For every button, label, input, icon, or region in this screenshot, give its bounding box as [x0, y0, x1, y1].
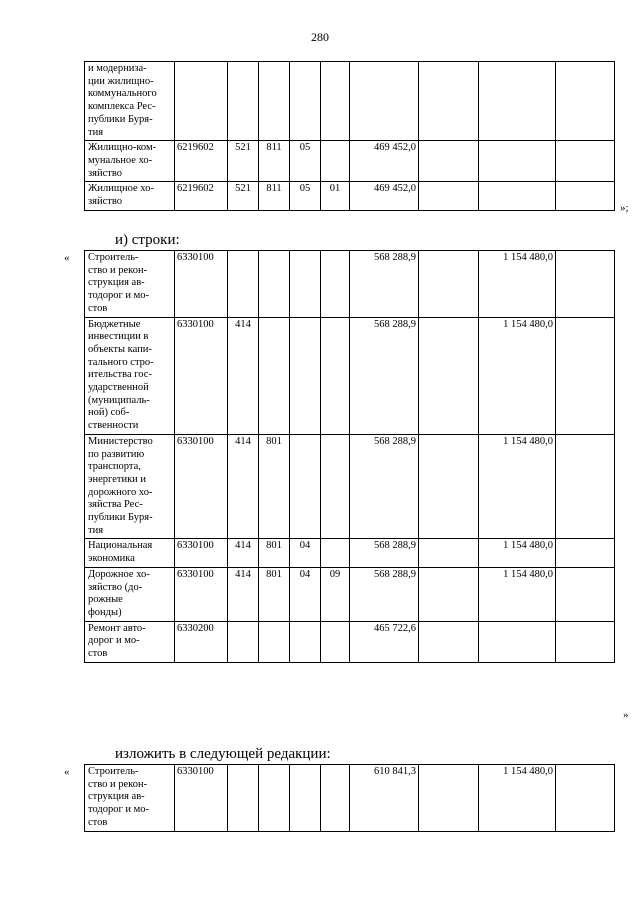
cell-amount-4 — [556, 434, 615, 539]
cell-amount-1 — [350, 62, 419, 141]
budget-table-top — [84, 61, 615, 211]
cell-subsection — [321, 539, 350, 567]
cell-section: 05 — [290, 141, 321, 182]
cell-amount-4 — [556, 317, 615, 434]
closing-quote: » — [623, 709, 629, 721]
cell-amount-1: 469 452,0 — [350, 141, 419, 182]
cell-name: Строитель- ство и рекон- струкция ав- тодорог и мо- стов — [85, 251, 175, 318]
cell-name: Министерство по развитию транспорта, энергетики и дорожного хо- зяйства Рес- публики Буря- тия — [85, 434, 175, 539]
cell-name: Жилищно-ком- мунальное хо- зяйство — [85, 141, 175, 182]
cell-amount-3: 1 154 480,0 — [479, 434, 556, 539]
cell-section — [290, 62, 321, 141]
table-row — [85, 182, 615, 210]
cell-department — [259, 251, 290, 318]
cell-department — [259, 765, 290, 832]
cell-section — [290, 621, 321, 662]
cell-expense-type: 414 — [228, 539, 259, 567]
cell-amount-3: 1 154 480,0 — [479, 567, 556, 621]
cell-section: 04 — [290, 567, 321, 621]
budget-table-new-rows — [84, 764, 615, 832]
cell-section — [290, 765, 321, 832]
cell-department: 811 — [259, 182, 290, 210]
cell-name: Жилищное хо- зяйство — [85, 182, 175, 210]
cell-amount-4 — [556, 621, 615, 662]
cell-department: 801 — [259, 539, 290, 567]
cell-section — [290, 251, 321, 318]
table-row — [85, 765, 615, 832]
cell-amount-2 — [419, 765, 479, 832]
cell-section — [290, 317, 321, 434]
table-row — [85, 434, 615, 539]
cell-department: 801 — [259, 567, 290, 621]
table-row — [85, 251, 615, 318]
cell-name: Бюджетные инвестиции в объекты капи- тального стро- ительства гос- ударственной (муниципаль- ной) соб- ственности — [85, 317, 175, 434]
cell-section — [290, 434, 321, 539]
cell-amount-4 — [556, 62, 615, 141]
cell-name: Ремонт авто- дорог и мо- стов — [85, 621, 175, 662]
cell-department — [259, 621, 290, 662]
table-row — [85, 621, 615, 662]
cell-target-code: 6330100 — [175, 765, 228, 832]
table-row — [85, 539, 615, 567]
cell-amount-2 — [419, 251, 479, 318]
cell-subsection — [321, 251, 350, 318]
budget-table-old-rows — [84, 250, 615, 663]
cell-subsection — [321, 141, 350, 182]
cell-name: и модерниза- ции жилищно- коммунального комплекса Рес- публики Буря- тия — [85, 62, 175, 141]
opening-quote: « — [64, 252, 70, 264]
cell-subsection — [321, 317, 350, 434]
cell-amount-1: 568 288,9 — [350, 317, 419, 434]
cell-subsection — [321, 62, 350, 141]
cell-amount-3: 1 154 480,0 — [479, 765, 556, 832]
cell-amount-2 — [419, 317, 479, 434]
cell-subsection: 09 — [321, 567, 350, 621]
table-row — [85, 567, 615, 621]
cell-amount-1: 568 288,9 — [350, 539, 419, 567]
cell-amount-4 — [556, 539, 615, 567]
cell-target-code: 6330100 — [175, 251, 228, 318]
cell-amount-4 — [556, 251, 615, 318]
cell-subsection: 01 — [321, 182, 350, 210]
opening-quote: « — [64, 766, 70, 778]
section-i-label: и) строки: — [115, 232, 180, 248]
cell-department — [259, 317, 290, 434]
cell-target-code: 6330100 — [175, 317, 228, 434]
cell-amount-2 — [419, 567, 479, 621]
cell-expense-type: 414 — [228, 434, 259, 539]
cell-expense-type: 521 — [228, 141, 259, 182]
cell-subsection — [321, 621, 350, 662]
cell-expense-type — [228, 765, 259, 832]
cell-amount-4 — [556, 567, 615, 621]
cell-amount-3 — [479, 182, 556, 210]
cell-expense-type: 521 — [228, 182, 259, 210]
cell-amount-1: 568 288,9 — [350, 251, 419, 318]
cell-department — [259, 62, 290, 141]
cell-amount-3 — [479, 621, 556, 662]
cell-amount-1: 465 722,6 — [350, 621, 419, 662]
cell-amount-2 — [419, 141, 479, 182]
cell-amount-1: 610 841,3 — [350, 765, 419, 832]
cell-amount-1: 568 288,9 — [350, 434, 419, 539]
cell-expense-type: 414 — [228, 567, 259, 621]
cell-target-code: 6330100 — [175, 539, 228, 567]
cell-target-code: 6330100 — [175, 434, 228, 539]
cell-amount-3 — [479, 62, 556, 141]
table-row — [85, 141, 615, 182]
cell-expense-type — [228, 251, 259, 318]
cell-expense-type: 414 — [228, 317, 259, 434]
cell-target-code: 6330100 — [175, 567, 228, 621]
cell-section: 05 — [290, 182, 321, 210]
cell-name: Дорожное хо- зяйство (до- рожные фонды) — [85, 567, 175, 621]
cell-section: 04 — [290, 539, 321, 567]
cell-target-code — [175, 62, 228, 141]
cell-amount-1: 469 452,0 — [350, 182, 419, 210]
cell-expense-type — [228, 62, 259, 141]
cell-amount-2 — [419, 182, 479, 210]
cell-amount-2 — [419, 62, 479, 141]
cell-department: 811 — [259, 141, 290, 182]
table-row — [85, 317, 615, 434]
table-row — [85, 62, 615, 141]
cell-amount-2 — [419, 434, 479, 539]
cell-target-code: 6330200 — [175, 621, 228, 662]
cell-subsection — [321, 434, 350, 539]
page-number: 280 — [311, 30, 329, 44]
cell-expense-type — [228, 621, 259, 662]
cell-amount-3 — [479, 141, 556, 182]
cell-amount-2 — [419, 539, 479, 567]
cell-amount-4 — [556, 765, 615, 832]
cell-amount-3: 1 154 480,0 — [479, 539, 556, 567]
cell-target-code: 6219602 — [175, 141, 228, 182]
cell-subsection — [321, 765, 350, 832]
cell-amount-3: 1 154 480,0 — [479, 317, 556, 434]
closing-quote-semicolon: »; — [620, 202, 629, 214]
cell-amount-2 — [419, 621, 479, 662]
section-change-label: изложить в следующей редакции: — [115, 746, 331, 762]
cell-name: Строитель- ство и рекон- струкция ав- тодорог и мо- стов — [85, 765, 175, 832]
cell-department: 801 — [259, 434, 290, 539]
cell-amount-3: 1 154 480,0 — [479, 251, 556, 318]
cell-name: Национальная экономика — [85, 539, 175, 567]
cell-amount-4 — [556, 141, 615, 182]
cell-target-code: 6219602 — [175, 182, 228, 210]
cell-amount-4 — [556, 182, 615, 210]
cell-amount-1: 568 288,9 — [350, 567, 419, 621]
